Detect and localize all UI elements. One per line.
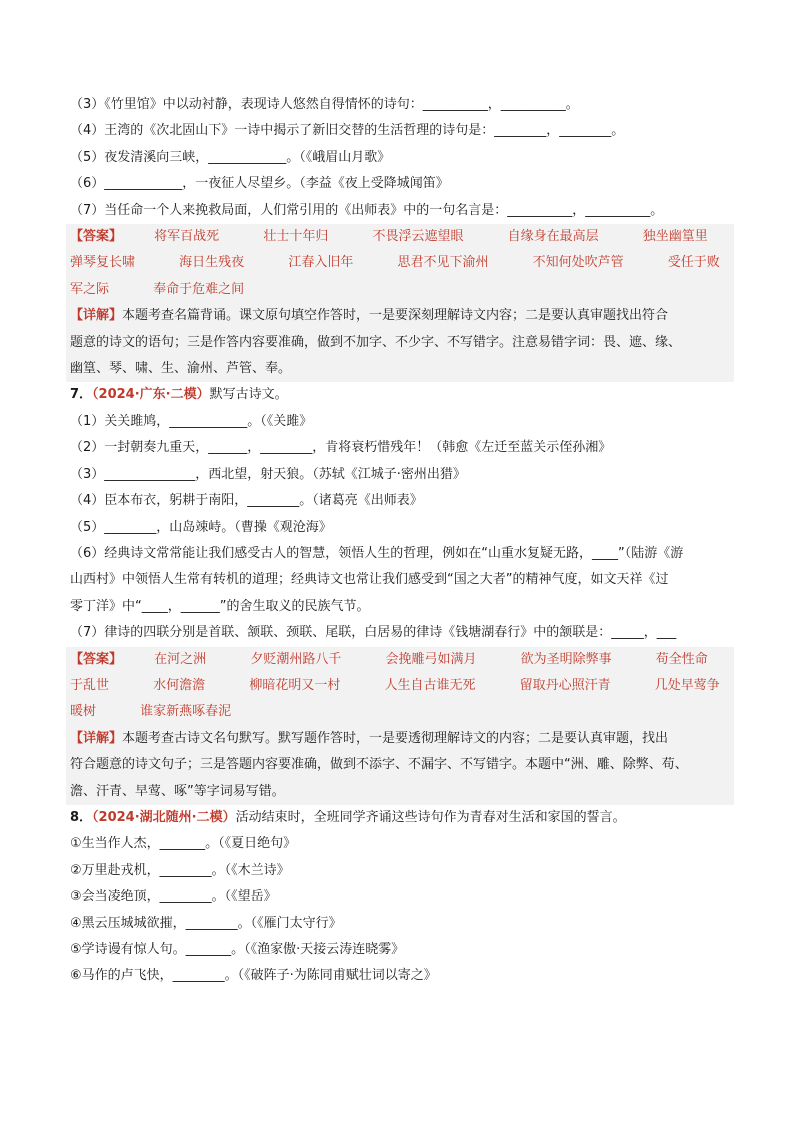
detail-line: 澹、汗青、早莺、啄”等字词易写错。 xyxy=(70,783,285,799)
detail-line: 幽篁、琴、啸、生、渝州、芦管、奉。 xyxy=(70,361,292,377)
question-source: （2024·广东·二模） xyxy=(92,387,210,403)
answer-line xyxy=(70,673,730,699)
question-line: ③会当凌绝顶，________。（《望岳》 xyxy=(70,889,277,905)
answer-tag: 【答案】 xyxy=(70,229,123,245)
answer-item: 留取丹心照汗青 xyxy=(519,677,611,693)
question-line: （1）关关雎鸠，____________。（《关雎》 xyxy=(70,413,313,429)
question-line: （7）当任命一个人来挽救局面，人们常引用的《出师表》中的一句名言是：__________，__________。 xyxy=(70,202,664,218)
answer-item: 自缘身在最高层 xyxy=(507,229,599,245)
question-line: （6）经典诗文常常能让我们感受古人的智慧，领悟人生的哲理，例如在“山重水复疑无路，____”（陆游《游 xyxy=(70,545,684,561)
answer-box xyxy=(66,647,734,805)
question-line: （4）臣本布衣，躬耕于南阳，________。（诸葛亮《出师表》 xyxy=(70,493,423,509)
answer-item: 弹琴复长啸 xyxy=(70,255,136,271)
detail-line xyxy=(70,303,730,329)
question-line: （2）一封朝奏九重天，______，________，肯将衰朽惜残年！（韩愈《左迁至蓝关示侄孙湘》 xyxy=(70,440,612,456)
detail-text: 本题考查古诗文名句默写。默写题作答时，一是要透彻理解诗文的内容；二是要认真审题，找出 xyxy=(122,730,669,746)
answer-item: 军之际 xyxy=(70,281,110,297)
answer-item: 在河之洲 xyxy=(154,651,207,667)
answer-item: 会挽雕弓如满月 xyxy=(385,651,477,667)
answer-item: 柳暗花明又一村 xyxy=(249,677,341,693)
question-line: （4）王湾的《次北固山下》一诗中揭示了新旧交替的生活哲理的诗句是：________，________。 xyxy=(70,123,625,139)
question-line: ⑤学诗谩有惊人句。_______。（《渔家傲·天接云涛连晓雾》 xyxy=(70,942,405,957)
question-line: 山西村》中领悟人生常有转机的道理；经典诗文也常让我们感受到“国之大者”的精神气度，如文天祥《过 xyxy=(70,572,669,588)
question-heading xyxy=(70,805,730,831)
question-line: ②万里赴戎机，________。（《木兰诗》 xyxy=(70,862,290,878)
answer-item: 思君不见下渝州 xyxy=(397,255,489,271)
answer-item: 谁家新燕啄春泥 xyxy=(140,704,232,720)
question-source: （2024·湖北随州·二模） xyxy=(92,809,236,825)
answer-box xyxy=(66,224,734,382)
answer-item: 几处早莺争 xyxy=(654,677,720,693)
detail-line xyxy=(70,726,730,752)
answer-line xyxy=(70,224,730,250)
document-content xyxy=(70,92,730,990)
question-line: （5）夜发清溪向三峡，____________。（《峨眉山月歌》 xyxy=(70,149,391,165)
answer-item: 苟全性命 xyxy=(655,651,708,667)
answer-item: 海日生残夜 xyxy=(179,255,245,271)
answer-line xyxy=(70,250,730,276)
question-number: 8． xyxy=(70,809,93,825)
question-title: 活动结束时，全班同学齐诵这些诗句作为青春对生活和家国的誓言。 xyxy=(235,809,626,825)
detail-line: 题意的诗文的语句；三是作答内容要准确，做到不加字、不少字、不写错字。注意易错字词：畏、遮、缘、 xyxy=(70,334,682,350)
answer-item: 夕贬潮州路八千 xyxy=(250,651,342,667)
question-line: ④黑云压城城欲摧，________。（《雁门太守行》 xyxy=(70,915,342,931)
answer-item: 江春入旧年 xyxy=(288,255,354,271)
question-line: ①生当作人杰，_______。（《夏日绝句》 xyxy=(70,836,297,852)
answer-item: 水何澹澹 xyxy=(153,677,206,693)
answer-item: 将军百战死 xyxy=(154,229,220,245)
question-line: 零丁洋》中“____，______”的舍生取义的民族气节。 xyxy=(70,598,370,614)
answer-item: 独坐幽篁里 xyxy=(642,229,708,245)
answer-tag: 【答案】 xyxy=(70,651,123,667)
question-title: 默写古诗文。 xyxy=(209,387,288,403)
answer-item: 壮士十年归 xyxy=(263,229,329,245)
answer-item: 欲为圣明除弊事 xyxy=(520,651,612,667)
answer-item: 人生自古谁无死 xyxy=(384,677,476,693)
question-line: （5）________，山岛竦峙。（曹操《观沧海》 xyxy=(70,519,332,535)
question-line: （6）____________，一夜征人尽望乡。（李益《夜上受降城闻笛》 xyxy=(70,176,449,192)
detail-tag: 【详解】 xyxy=(70,730,123,746)
answer-line xyxy=(70,647,730,673)
answer-item: 于乱世 xyxy=(70,677,110,693)
answer-item: 不知何处吹芦管 xyxy=(532,255,624,271)
detail-tag: 【详解】 xyxy=(70,308,123,324)
question-line: ⑥马作的卢飞快，________。（《破阵子·为陈同甫赋壮词以寄之》 xyxy=(70,968,437,984)
detail-text: 本题考查名篇背诵。课文原句填空作答时，一是要深刻理解诗文内容；二是要认真审题找出符合 xyxy=(122,308,669,324)
answer-item: 奉命于危难之间 xyxy=(153,281,245,297)
question-number: 7． xyxy=(70,387,93,403)
question-line: （7）律诗的四联分别是首联、颔联、颈联、尾联，白居易的律诗《钱塘湖春行》中的颔联是：_____，___ xyxy=(70,625,677,641)
question-line: （3）______________，西北望，射天狼。（苏轼《江城子·密州出猎》 xyxy=(70,466,466,482)
question-line: （3）《竹里馆》中以动衬静，表现诗人悠然自得情怀的诗句：__________，__________。 xyxy=(70,97,579,112)
detail-line: 符合题意的诗文句子；三是答题内容要准确，做到不添字、不漏字、不写错字。本题中“洲、雕、除弊、苟、 xyxy=(70,757,688,773)
answer-line xyxy=(70,277,730,303)
answer-item: 暖树 xyxy=(70,704,97,720)
answer-item: 受任于败 xyxy=(667,255,720,271)
answer-item: 不畏浮云遮望眼 xyxy=(372,229,464,245)
question-heading xyxy=(70,382,730,408)
answer-line xyxy=(70,699,730,725)
